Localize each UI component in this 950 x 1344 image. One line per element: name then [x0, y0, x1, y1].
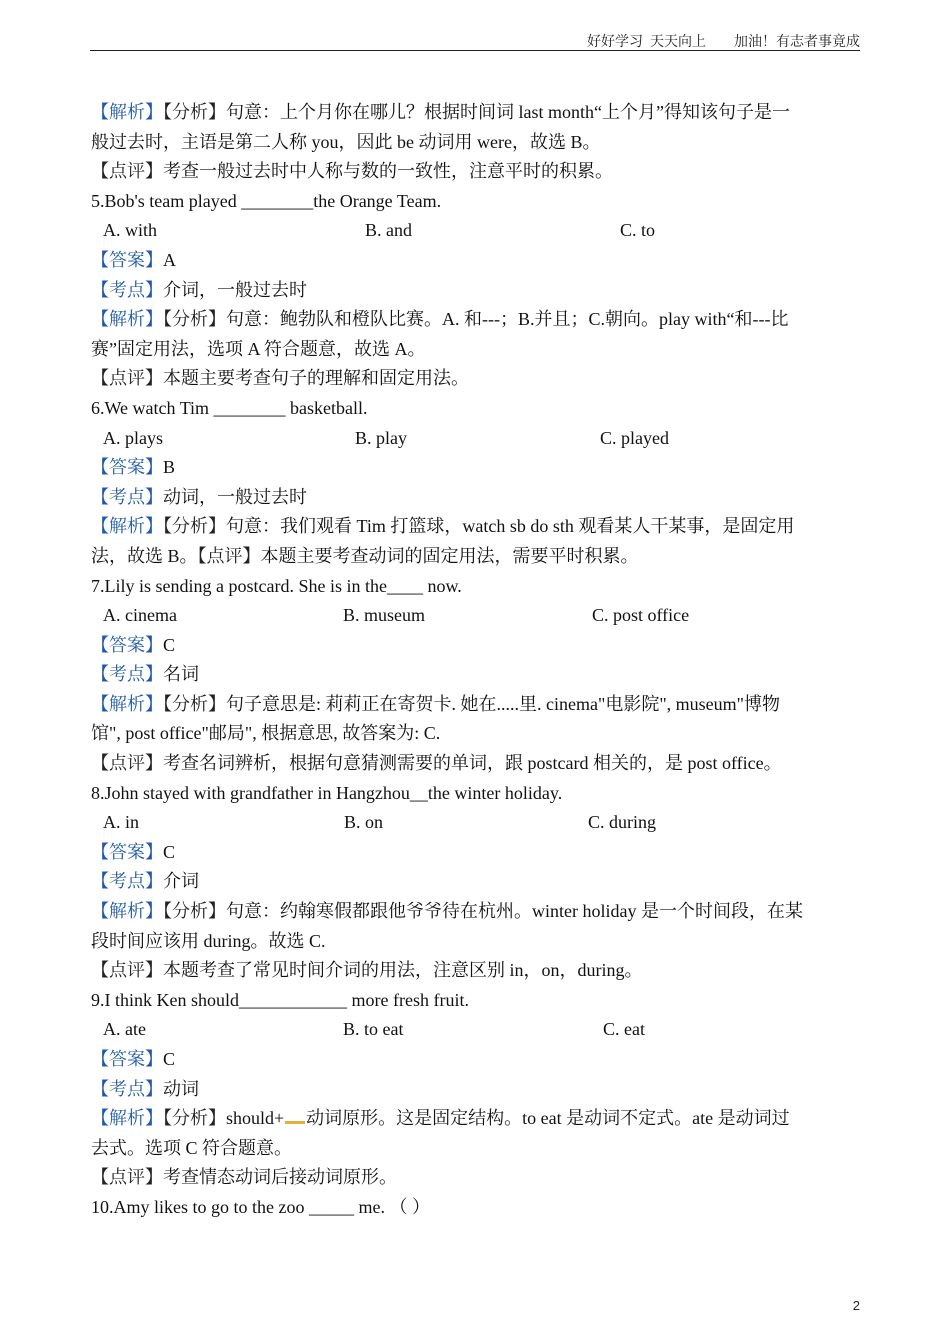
comment-tag: 【点评】 [197, 545, 261, 566]
q9-point-text: 动词 [163, 1078, 199, 1099]
point-tag: 【考点】 [91, 871, 163, 892]
answer-tag: 【答案】 [91, 249, 163, 270]
q5-analysis-line-2: 赛”固定用法，选项 A 符合题意，故选 A。 [91, 338, 426, 359]
q4-analysis-text: 句意：上个月你在哪儿？根据时间词 last month“上个月”得知该句子是一 [226, 102, 790, 122]
comment-tag: 【点评】 [91, 368, 163, 389]
analysis-tag: 【解析】 [91, 309, 163, 330]
q9-analysis-line-2: 去式。选项 C 符合题意。 [91, 1137, 293, 1158]
q7-comment-text: 考查名词辨析，根据句意猜测需要的单词，跟 postcard 相关的，是 post office。 [163, 753, 782, 774]
q9-analysis-text-b: 动词原形。这是固定结构。to eat 是动词不定式。ate 是动词过 [306, 1108, 790, 1129]
q6-analysis-line-1 [91, 512, 861, 542]
q6-point [91, 483, 861, 513]
q5-analysis-text: 句意：鲍勃队和橙队比赛。A. 和---；B.并且；C.朝向。play with“和---比 [226, 309, 789, 330]
q7-option-c: C. post office [592, 605, 690, 626]
q5-analysis-line-1 [91, 305, 861, 335]
q7-answer-value: C [163, 634, 176, 655]
q5-option-c: C. to [620, 220, 656, 241]
q5-comment [91, 364, 861, 394]
q8-analysis-text: 句意：约翰寒假都跟他爷爷待在杭州。winter holiday 是一个时间段，在某 [226, 901, 803, 922]
q4-analysis-line-2: 般过去时，主语是第二人称 you，因此 be 动词用 were，故选 B。 [91, 131, 601, 152]
q6-option-a: A. plays [103, 427, 163, 448]
q5-question: 5.Bob's team played ________the Orange Team. [91, 190, 442, 211]
q9-options [91, 1015, 861, 1045]
q8-options [91, 808, 861, 838]
analysis-subtag: 【分析】 [163, 516, 226, 537]
q5-comment-text: 本题主要考查句子的理解和固定用法。 [163, 368, 469, 389]
page-header [90, 30, 860, 51]
q6-analysis-text-2: 法，故选 B。 [91, 545, 198, 566]
q5-point-text: 介词，一般过去时 [163, 279, 307, 300]
q8-comment [91, 956, 861, 986]
point-tag: 【考点】 [91, 279, 163, 300]
analysis-subtag: 【分析】 [163, 102, 226, 122]
comment-tag: 【点评】 [91, 753, 163, 774]
analysis-subtag: 【分析】 [163, 309, 226, 330]
q7-options [91, 601, 861, 631]
analysis-subtag: 【分析】 [163, 901, 226, 922]
comment-tag: 【点评】 [91, 1167, 163, 1188]
comment-tag: 【点评】 [91, 161, 163, 182]
q7-question: 7.Lily is sending a postcard. She is in the____ now. [91, 575, 462, 596]
q5-options [91, 216, 861, 246]
q6-answer-value: B [163, 457, 176, 478]
q6-option-c: C. played [600, 427, 669, 448]
q8-option-c: C. during [588, 812, 657, 833]
q8-option-b: B. on [344, 812, 384, 833]
q6-analysis-line-2 [91, 542, 861, 572]
comment-tag: 【点评】 [91, 960, 163, 981]
q5-answer [91, 246, 861, 276]
q8-answer [91, 838, 861, 868]
analysis-tag: 【解析】 [91, 901, 163, 922]
highlight-mark [285, 1113, 305, 1124]
answer-tag: 【答案】 [91, 841, 163, 862]
q6-options [91, 424, 861, 454]
analysis-tag: 【解析】 [91, 102, 163, 122]
q9-answer-value: C [163, 1049, 176, 1069]
q6-point-text: 动词，一般过去时 [163, 486, 307, 507]
q8-comment-text: 本题考查了常见时间介词的用法，注意区别 in，on，during。 [163, 960, 643, 981]
point-tag: 【考点】 [91, 1078, 163, 1099]
q9-answer [91, 1045, 861, 1075]
q8-answer-value: C [163, 841, 176, 862]
analysis-tag: 【解析】 [91, 693, 163, 714]
q5-option-b: B. and [365, 220, 412, 241]
q9-option-a: A. ate [103, 1019, 146, 1040]
q8-analysis-line-1 [91, 897, 861, 927]
analysis-tag: 【解析】 [91, 1108, 163, 1129]
q5-option-a: A. with [103, 220, 157, 241]
document-body [91, 98, 861, 1223]
q7-analysis-line-2: 馆", post office"邮局", 根据意思, 故答案为: C. [91, 723, 441, 744]
q7-analysis-line-1 [91, 690, 861, 720]
page-number: 2 [852, 1298, 860, 1313]
analysis-subtag: 【分析】 [163, 693, 226, 714]
q8-analysis-line-2: 段时间应该用 during。故选 C. [91, 930, 326, 951]
answer-tag: 【答案】 [91, 634, 163, 655]
q8-question: 8.John stayed with grandfather in Hangzhou__the winter holiday. [91, 782, 563, 803]
q9-option-b: B. to eat [343, 1019, 404, 1040]
q6-answer [91, 453, 861, 483]
q9-question: 9.I think Ken should____________ more fresh fruit. [91, 989, 469, 1010]
q5-point [91, 276, 861, 306]
q7-option-a: A. cinema [103, 605, 177, 626]
point-tag: 【考点】 [91, 664, 163, 685]
q7-point-text: 名词 [163, 664, 199, 685]
header-motto: 好好学习 天天向上 加油！有志者事竟成 [587, 35, 860, 50]
q9-comment-text: 考查情态动词后接动词原形。 [163, 1167, 397, 1188]
q9-analysis-text-a: should+ [226, 1108, 285, 1129]
q4-comment [91, 157, 861, 187]
point-tag: 【考点】 [91, 486, 163, 507]
q8-point [91, 867, 861, 897]
q8-point-text: 介词 [163, 871, 199, 892]
q6-question: 6.We watch Tim ________ basketball. [91, 397, 368, 418]
q5-answer-value: A [163, 249, 176, 270]
q7-answer [91, 631, 861, 661]
q9-option-c: C. eat [603, 1019, 645, 1040]
analysis-subtag: 【分析】 [163, 1108, 226, 1129]
q7-comment [91, 749, 861, 779]
q7-point [91, 660, 861, 690]
q9-point [91, 1075, 861, 1105]
q8-option-a: A. in [103, 812, 139, 833]
analysis-tag: 【解析】 [91, 516, 163, 537]
q6-analysis-text: 句意：我们观看 Tim 打篮球，watch sb do sth 观看某人干某事，是固定用 [226, 516, 795, 537]
answer-tag: 【答案】 [91, 1049, 163, 1069]
q7-option-b: B. museum [343, 605, 426, 626]
q7-analysis-text: 句子意思是: 莉莉正在寄贺卡. 她在.....里. cinema"电影院", museum"博物 [226, 693, 781, 714]
q6-comment-text: 本题主要考查动词的固定用法，需要平时积累。 [260, 545, 639, 566]
q4-analysis-line-1 [91, 98, 861, 128]
q4-comment-text: 考查一般过去时中人称与数的一致性，注意平时的积累。 [163, 161, 613, 182]
q10-question: 10.Amy likes to go to the zoo _____ me. （ ） [91, 1196, 430, 1217]
q9-analysis-line-1 [91, 1104, 861, 1134]
q6-option-b: B. play [355, 427, 407, 448]
answer-tag: 【答案】 [91, 457, 163, 478]
q9-comment [91, 1163, 861, 1193]
